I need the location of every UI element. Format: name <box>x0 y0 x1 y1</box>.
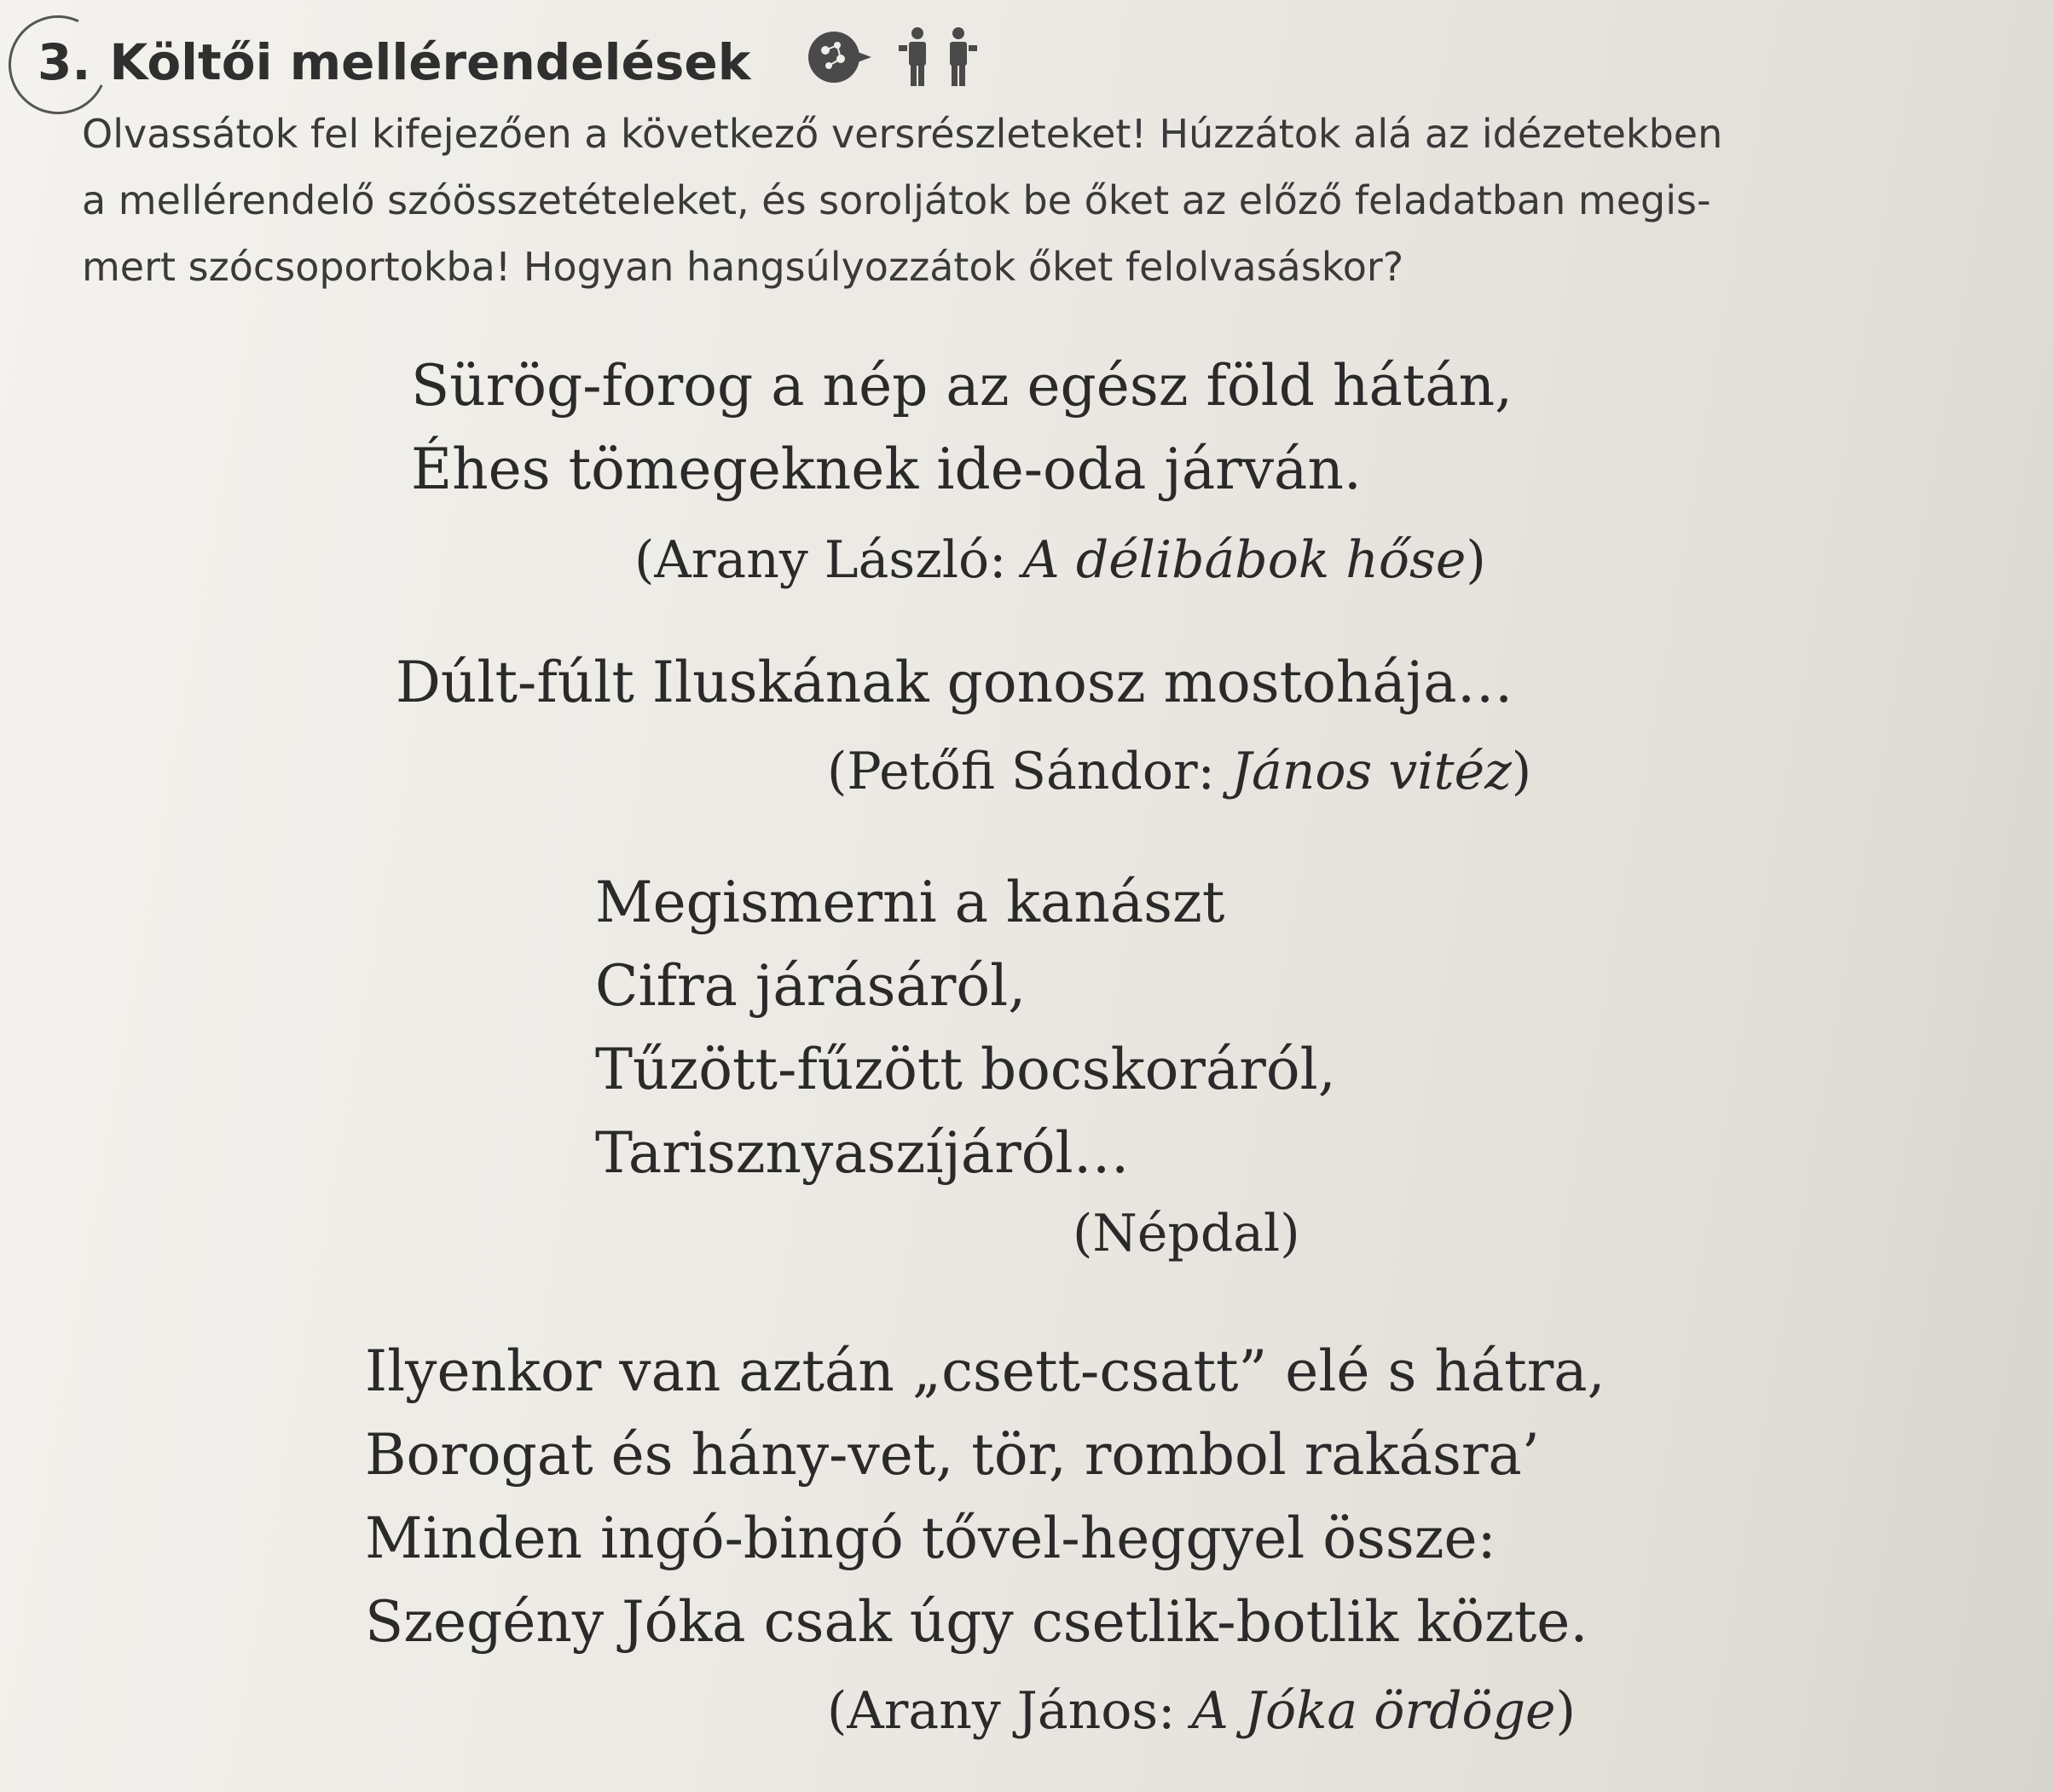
poem-line: Tarisznyaszíjáról… <box>595 1120 1130 1186</box>
instruction-line: Olvassátok fel kifejezően a következő versrészleteket! Húzzátok alá az idézetekben <box>82 111 1723 157</box>
credit-work: A délibábok hőse <box>1022 530 1467 590</box>
credit-author: (Petőfi Sándor: <box>827 742 1231 801</box>
pair-work-icon <box>895 25 981 100</box>
poem-line: Megismerni a kanászt <box>595 870 1225 935</box>
poem-line: Éhes tömegeknek ide-oda járván. <box>411 436 1362 502</box>
credit-close: ) <box>1466 530 1486 590</box>
credit-author: (Arany János: <box>827 1681 1192 1741</box>
poem-excerpt-1 <box>411 344 1513 512</box>
task-title: Költői mellérendelések <box>109 33 751 91</box>
poem-credit-4 <box>827 1681 1576 1741</box>
poem-excerpt-2 <box>396 641 1513 725</box>
poem-line: Dúlt-fúlt Iluskának gonosz mostohája… <box>396 650 1513 715</box>
instruction-line: mert szócsoportokba! Hogyan hangsúlyozzátok őket felolvasáskor? <box>82 244 1404 290</box>
poem-line: Borogat és hány-vet, tör, rombol rakásra’ <box>365 1422 1540 1488</box>
instruction-line: a mellérendelő szóösszetételeket, és soroljátok be őket az előző feladatban megis- <box>82 177 1711 223</box>
poem-excerpt-3 <box>595 861 1336 1195</box>
brain-icon <box>803 26 875 98</box>
credit-author: (Népdal) <box>1073 1204 1300 1263</box>
poem-line: Minden ingó-bingó tővel-heggyel össze: <box>365 1506 1496 1571</box>
credit-author: (Arany László: <box>634 530 1023 590</box>
poem-excerpt-4 <box>365 1330 1606 1664</box>
poem-line: Szegény Jóka csak úgy csetlik-botlik közte. <box>365 1589 1588 1655</box>
task-header <box>38 24 981 101</box>
credit-work: János vitéz <box>1230 742 1512 801</box>
poem-line: Sürög-forog a nép az egész föld hátán, <box>411 353 1513 419</box>
poem-credit-1 <box>634 530 1486 590</box>
poem-line: Cifra járásáról, <box>595 953 1027 1019</box>
poem-credit-3 <box>1073 1204 1300 1263</box>
task-instructions <box>82 101 1821 300</box>
task-number: 3. <box>38 33 91 91</box>
poem-line: Tűzött-fűzött bocskoráról, <box>595 1037 1336 1102</box>
poem-line: Ilyenkor van aztán „csett-csatt” elé s hátra, <box>365 1338 1606 1404</box>
credit-work: A Jóka ördöge <box>1191 1681 1556 1741</box>
credit-close: ) <box>1555 1681 1576 1741</box>
credit-close: ) <box>1511 742 1532 801</box>
poem-credit-2 <box>827 742 1531 801</box>
